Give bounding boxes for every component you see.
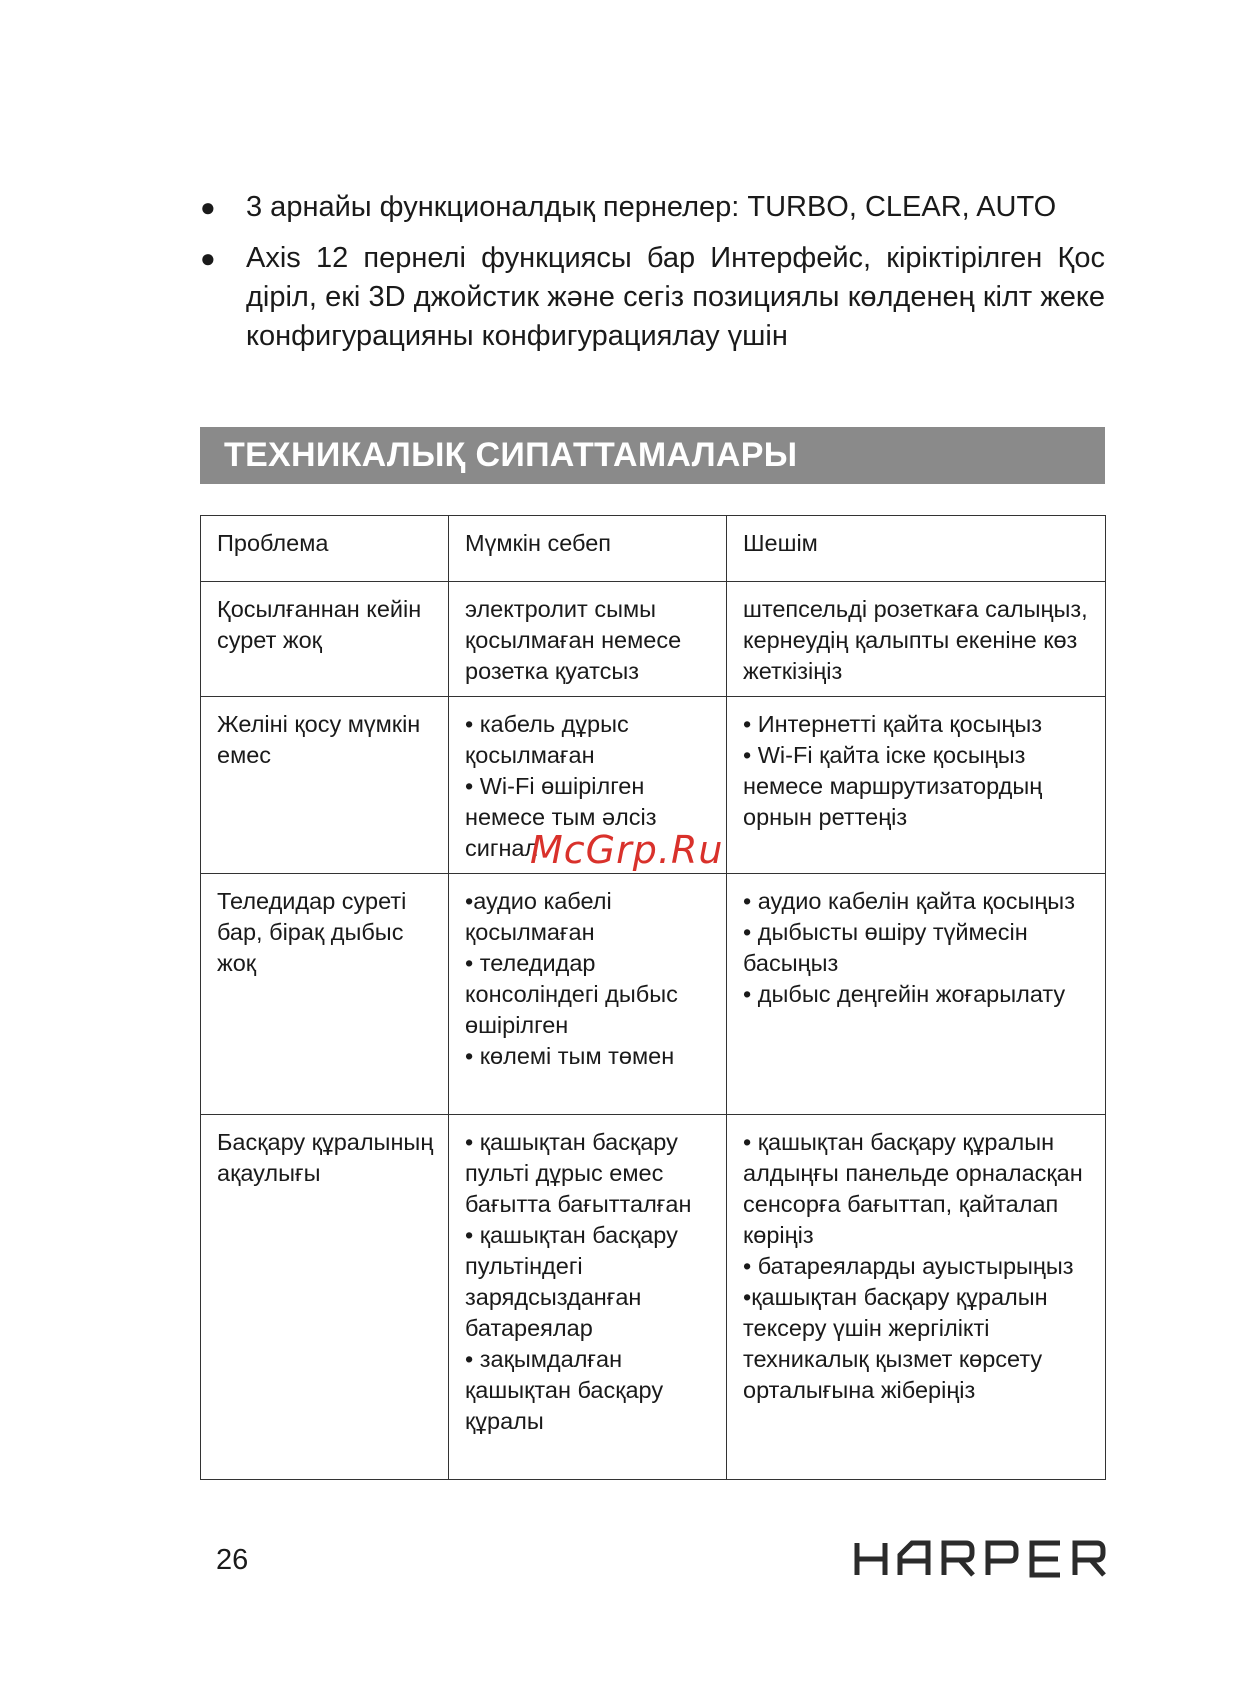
solution-cell: штепсельді розеткаға салыңыз, кернеудің қалыпты екеніне көз жеткізіңіз (727, 582, 1106, 697)
cause-cell: • кабель дұрыс қосылмаған • Wi-Fi өшірілген немесе тым әлсіз сигнал (449, 697, 727, 874)
feature-list (200, 188, 1105, 368)
feature-item (200, 188, 1105, 227)
solution-cell: • қашықтан басқару құралын алдыңғы панельде орналасқан сенсорға бағыттап, қайталап көріңіз • батареяларды ауыстырыңыз •қашықтан басқару құралын тексеру үшін жергілікті техникалық қызмет көрсету орталығына жіберіңіз (727, 1115, 1106, 1480)
table-row (201, 1115, 1106, 1480)
table-row (201, 874, 1106, 1115)
table-row (201, 582, 1106, 697)
feature-text: 3 арнайы функционалдық пернелер: TURBO, CLEAR, AUTO (246, 191, 1057, 223)
solution-cell: • Интернетті қайта қосыңыз • Wi-Fi қайта іске қосыңыз немесе маршрутизатордың орнын реттеңіз (727, 697, 1106, 874)
cause-cell: • қашықтан басқару пульті дұрыс емес бағытта бағытталған • қашықтан басқару пультіндегі зарядсызданған батареялар • зақымдалған қашықтан басқару құралы (449, 1115, 727, 1480)
feature-item (200, 239, 1105, 356)
bullet-icon: ● (200, 243, 216, 273)
header-cause: Мүмкін себеп (449, 516, 727, 582)
brand-logo (854, 1540, 1106, 1578)
solution-cell: • аудио кабелін қайта қосыңыз • дыбысты өшіру түймесін басыңыз • дыбыс деңгейін жоғарылату (727, 874, 1106, 1115)
table-header-row (201, 516, 1106, 582)
troubleshooting-table (200, 515, 1106, 1480)
problem-cell: Теледидар суреті бар, бірақ дыбыс жоқ (201, 874, 449, 1115)
problem-cell: Желіні қосу мүмкін емес (201, 697, 449, 874)
page-number: 26 (216, 1544, 249, 1576)
cause-cell: •аудио кабелі қосылмаған • теледидар консоліндегі дыбыс өшірілген • көлемі тым төмен (449, 874, 727, 1115)
header-problem: Проблема (201, 516, 449, 582)
section-title: ТЕХНИКАЛЫҚ СИПАТТАМАЛАРЫ (200, 427, 1105, 484)
problem-cell: Басқару құралының ақаулығы (201, 1115, 449, 1480)
watermark: McGrp.Ru (530, 828, 724, 872)
cause-cell: электролит сымы қосылмаған немесе розетка қуатсыз (449, 582, 727, 697)
problem-cell: Қосылғаннан кейін сурет жоқ (201, 582, 449, 697)
header-solution: Шешім (727, 516, 1106, 582)
bullet-icon: ● (200, 192, 216, 222)
feature-text: Axis 12 пернелі функциясы бар Интерфейс, кіріктірілген Қос діріл, екі 3D джойстик және сегіз позициялы көлденең кілт жеке конфигурацияны конфигурациялау үшін (246, 242, 1105, 352)
